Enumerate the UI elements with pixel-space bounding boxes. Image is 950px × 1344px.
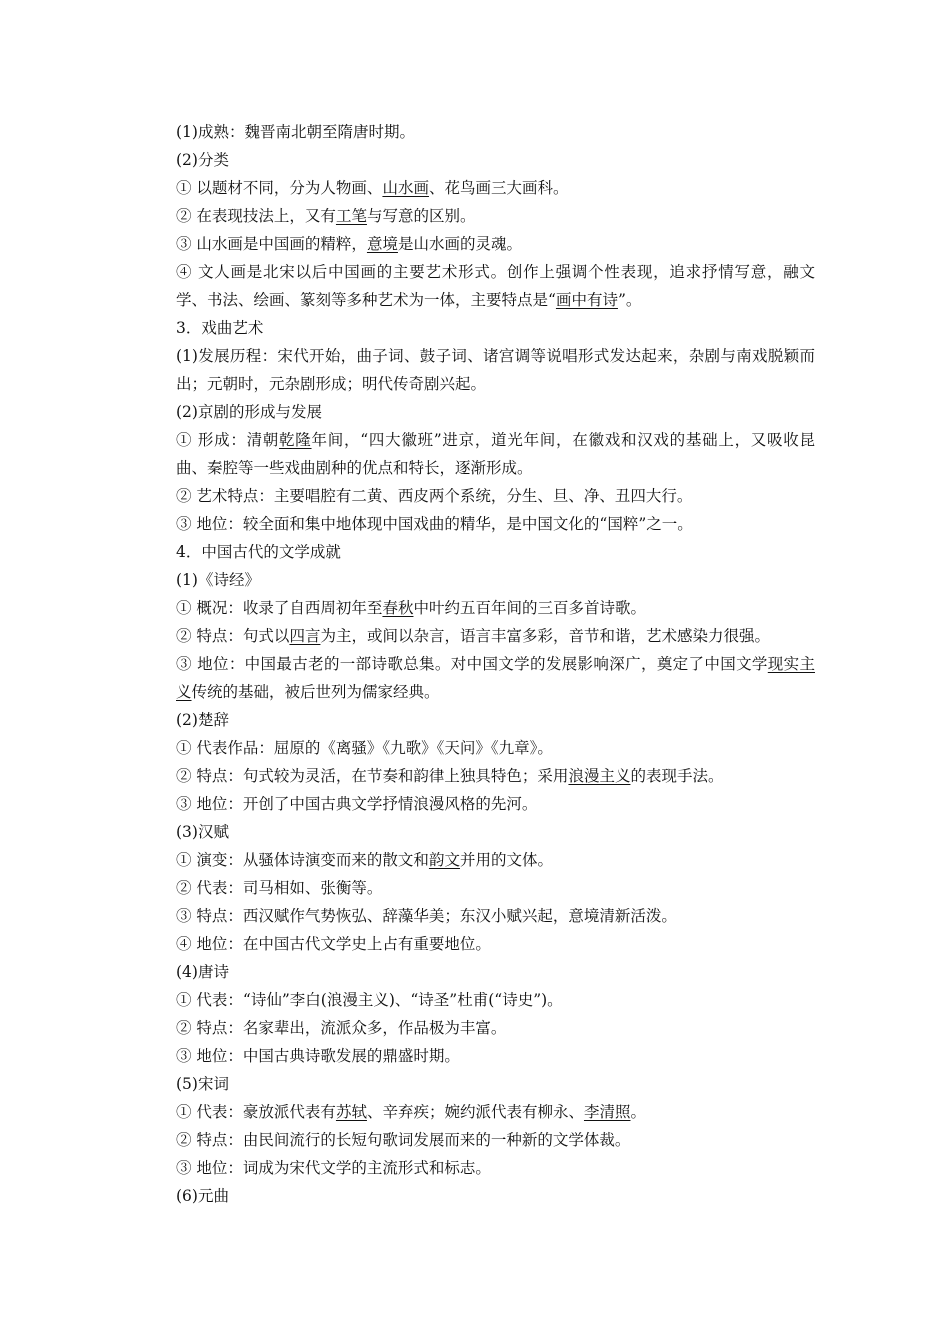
text-paragraph: ① 形成：清朝乾隆年间，“四大徽班”进京，道光年间，在徽戏和汉戏的基础上，又吸收昆曲、秦腔等一些戏曲剧种的优点和特长，逐渐形成。	[176, 431, 815, 477]
text-line: ② 在表现技法上，又有工笔与写意的区别。	[176, 207, 476, 225]
text-line: (2)京剧的形成与发展	[176, 403, 322, 421]
text-line: (2)分类	[176, 151, 229, 169]
text-line: (4)唐诗	[176, 963, 229, 981]
text-line: ③ 地位：词成为宋代文学的主流形式和标志。	[176, 1159, 491, 1177]
text-line: ② 特点：句式较为灵活，在节奏和韵律上独具特色；采用浪漫主义的表现手法。	[176, 767, 724, 785]
text-line: ② 特点：名家辈出，流派众多，作品极为丰富。	[176, 1019, 507, 1037]
text-line: ① 代表：豪放派代表有苏轼、辛弃疾；婉约派代表有柳永、李清照。	[176, 1103, 646, 1121]
text-line: ③ 地位：开创了中国古典文学抒情浪漫风格的先河。	[176, 795, 538, 813]
text-line: (6)元曲	[176, 1187, 229, 1205]
document-body	[145, 118, 815, 1210]
text-line: ③ 特点：西汉赋作气势恢弘、辞藻华美；东汉小赋兴起，意境清新活泼。	[176, 907, 677, 925]
text-paragraph: (1)发展历程：宋代开始，曲子词、鼓子词、诸宫调等说唱形式发达起来，杂剧与南戏脱颖而出；元朝时，元杂剧形成；明代传奇剧兴起。	[176, 347, 815, 393]
text-line: ③ 地位：中国古典诗歌发展的鼎盛时期。	[176, 1047, 460, 1065]
text-line: ① 演变：从骚体诗演变而来的散文和韵文并用的文体。	[176, 851, 553, 869]
text-line: (1)《诗经》	[176, 571, 260, 589]
section-heading: 4．中国古代的文学成就	[176, 543, 341, 561]
text-line: (5)宋词	[176, 1075, 229, 1093]
text-line: ② 特点：由民间流行的长短句歌词发展而来的一种新的文学体裁。	[176, 1131, 631, 1149]
text-line: ① 代表作品：屈原的《离骚》《九歌》《天问》《九章》。	[176, 739, 553, 757]
text-line: ② 代表：司马相如、张衡等。	[176, 879, 383, 897]
text-line: ③ 山水画是中国画的精粹，意境是山水画的灵魂。	[176, 235, 522, 253]
text-line: ① 代表：“诗仙”李白(浪漫主义)、“诗圣”杜甫(“诗史”)。	[176, 991, 563, 1009]
text-line: (1)成熟：魏晋南北朝至隋唐时期。	[176, 123, 415, 141]
text-line: ① 概况：收录了自西周初年至春秋中叶约五百年间的三百多首诗歌。	[176, 599, 646, 617]
text-line: ② 特点：句式以四言为主，或间以杂言，语言丰富多彩，音节和谐，艺术感染力很强。	[176, 627, 770, 645]
text-line: ① 以题材不同，分为人物画、山水画、花鸟画三大画科。	[176, 179, 569, 197]
text-line: ④ 地位：在中国古代文学史上占有重要地位。	[176, 935, 491, 953]
text-line: (3)汉赋	[176, 823, 229, 841]
section-heading: 3．戏曲艺术	[176, 319, 264, 337]
text-line: ③ 地位：较全面和集中地体现中国戏曲的精华，是中国文化的“国粹”之一。	[176, 515, 693, 533]
text-paragraph: ③ 地位：中国最古老的一部诗歌总集。对中国文学的发展影响深广，奠定了中国文学现实主义传统的基础，被后世列为儒家经典。	[176, 655, 815, 701]
text-line: (2)楚辞	[176, 711, 229, 729]
text-paragraph: ④ 文人画是北宋以后中国画的主要艺术形式。创作上强调个性表现，追求抒情写意，融文学、书法、绘画、篆刻等多种艺术为一体，主要特点是“画中有诗”。	[176, 263, 815, 309]
text-line: ② 艺术特点：主要唱腔有二黄、西皮两个系统，分生、旦、净、丑四大行。	[176, 487, 693, 505]
